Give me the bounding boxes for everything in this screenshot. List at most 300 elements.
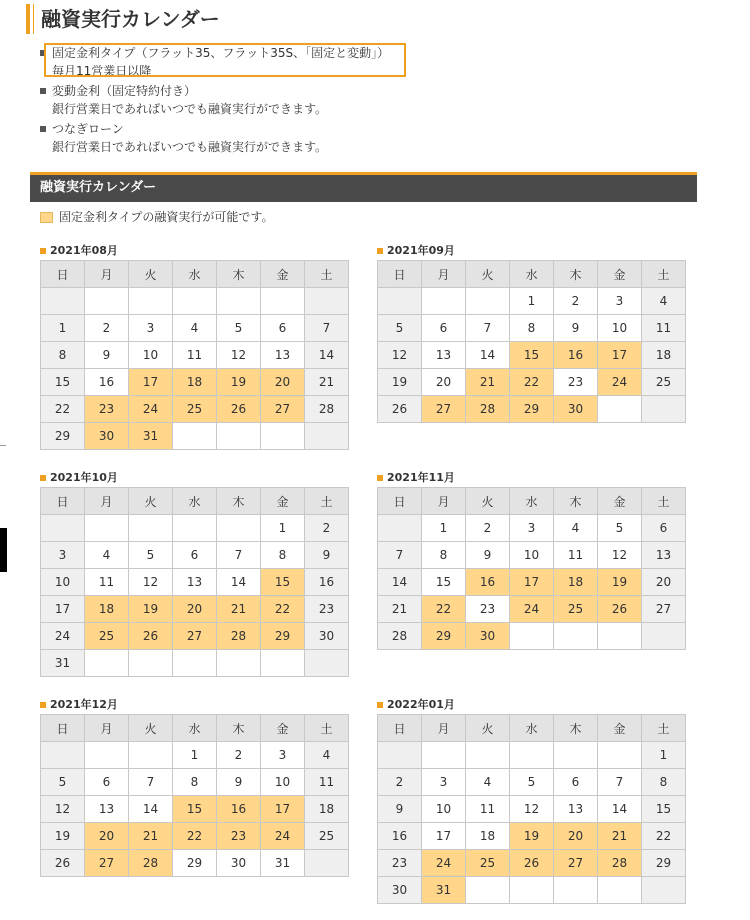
- calendar-table: [377, 487, 686, 650]
- month-label: 2021年12月: [50, 698, 118, 711]
- weekday-header: 火: [466, 715, 510, 742]
- day-cell: 12: [217, 342, 261, 369]
- intro-item-name: つなぎローン: [52, 122, 124, 136]
- day-cell: 17: [598, 342, 642, 369]
- day-cell: 7: [217, 542, 261, 569]
- day-cell: 18: [466, 823, 510, 850]
- day-cell: 6: [173, 542, 217, 569]
- week-row: [41, 396, 349, 423]
- weekday-header: 土: [305, 715, 349, 742]
- day-cell: 6: [85, 769, 129, 796]
- day-cell: 16: [466, 569, 510, 596]
- day-cell: 9: [466, 542, 510, 569]
- weekday-header: 木: [554, 715, 598, 742]
- day-cell: 16: [378, 823, 422, 850]
- day-cell: 13: [261, 342, 305, 369]
- day-cell: 20: [261, 369, 305, 396]
- day-cell: 21: [466, 369, 510, 396]
- day-cell: 20: [554, 823, 598, 850]
- day-cell: 25: [305, 823, 349, 850]
- day-cell: [422, 288, 466, 315]
- month-label: 2021年08月: [50, 244, 118, 257]
- weekday-header: 金: [261, 715, 305, 742]
- day-cell: 23: [554, 369, 598, 396]
- day-cell: 26: [510, 850, 554, 877]
- week-row: [378, 596, 686, 623]
- square-bullet-icon: [377, 475, 383, 481]
- intro-item-desc: 毎月11営業日以降: [52, 64, 152, 78]
- day-cell: [642, 877, 686, 904]
- weekday-header: 水: [173, 488, 217, 515]
- day-cell: 10: [422, 796, 466, 823]
- day-cell: 10: [598, 315, 642, 342]
- day-cell: 28: [129, 850, 173, 877]
- day-cell: 21: [305, 369, 349, 396]
- day-cell: 26: [41, 850, 85, 877]
- legend: [40, 210, 273, 224]
- weekday-header: 金: [261, 488, 305, 515]
- day-cell: 10: [129, 342, 173, 369]
- square-bullet-icon: [40, 475, 46, 481]
- day-cell: 18: [173, 369, 217, 396]
- week-row: [41, 342, 349, 369]
- square-bullet-icon: [40, 248, 46, 254]
- day-cell: [41, 515, 85, 542]
- day-cell: 28: [466, 396, 510, 423]
- day-cell: 12: [378, 342, 422, 369]
- weekday-header: 水: [173, 715, 217, 742]
- day-cell: 15: [261, 569, 305, 596]
- week-row: [378, 369, 686, 396]
- month-title: [377, 696, 686, 714]
- day-cell: 21: [129, 823, 173, 850]
- day-cell: 11: [642, 315, 686, 342]
- month-title: [40, 469, 349, 487]
- week-row: [378, 569, 686, 596]
- day-cell: 19: [510, 823, 554, 850]
- weekday-header: 金: [598, 488, 642, 515]
- day-cell: 16: [217, 796, 261, 823]
- day-cell: 25: [85, 623, 129, 650]
- weekday-header: 土: [305, 261, 349, 288]
- day-cell: 4: [173, 315, 217, 342]
- day-cell: 26: [378, 396, 422, 423]
- day-cell: 6: [261, 315, 305, 342]
- day-cell: 16: [554, 342, 598, 369]
- weekday-header: 日: [378, 715, 422, 742]
- square-bullet-icon: [377, 248, 383, 254]
- day-cell: 9: [217, 769, 261, 796]
- weekday-header: 木: [554, 488, 598, 515]
- day-cell: 9: [554, 315, 598, 342]
- weekday-header: 日: [41, 261, 85, 288]
- week-row: [378, 823, 686, 850]
- day-cell: 23: [305, 596, 349, 623]
- week-row: [41, 542, 349, 569]
- day-cell: 4: [642, 288, 686, 315]
- section-header: 融資実行カレンダー: [30, 172, 697, 202]
- day-cell: 5: [378, 315, 422, 342]
- day-cell: 10: [261, 769, 305, 796]
- day-cell: 13: [554, 796, 598, 823]
- day-cell: 1: [510, 288, 554, 315]
- day-cell: 8: [173, 769, 217, 796]
- day-cell: [85, 650, 129, 677]
- day-cell: [305, 850, 349, 877]
- day-cell: 17: [41, 596, 85, 623]
- week-row: [378, 623, 686, 650]
- day-cell: 30: [305, 623, 349, 650]
- intro-item-name: 固定金利タイプ（フラット35、フラット35S、「固定と変動」）: [52, 46, 390, 60]
- day-cell: [173, 288, 217, 315]
- day-cell: [598, 623, 642, 650]
- day-cell: 13: [173, 569, 217, 596]
- day-cell: [85, 515, 129, 542]
- day-cell: 29: [173, 850, 217, 877]
- month-calendar: [377, 696, 686, 904]
- day-cell: 3: [129, 315, 173, 342]
- day-cell: 13: [422, 342, 466, 369]
- day-cell: 25: [642, 369, 686, 396]
- day-cell: 27: [554, 850, 598, 877]
- day-cell: 5: [598, 515, 642, 542]
- week-row: [41, 769, 349, 796]
- day-cell: [173, 650, 217, 677]
- week-row: [378, 796, 686, 823]
- day-cell: 14: [466, 342, 510, 369]
- day-cell: [554, 877, 598, 904]
- day-cell: [422, 742, 466, 769]
- day-cell: 30: [554, 396, 598, 423]
- weekday-header: 火: [129, 488, 173, 515]
- month-calendar: [40, 696, 349, 877]
- day-cell: 3: [510, 515, 554, 542]
- day-cell: 20: [422, 369, 466, 396]
- day-cell: [642, 396, 686, 423]
- day-cell: 22: [422, 596, 466, 623]
- day-cell: [305, 288, 349, 315]
- day-cell: [41, 288, 85, 315]
- weekday-header: 金: [598, 715, 642, 742]
- weekday-header: 火: [466, 488, 510, 515]
- weekday-header: 水: [510, 261, 554, 288]
- day-cell: 22: [510, 369, 554, 396]
- weekday-header: 月: [85, 715, 129, 742]
- day-cell: 30: [217, 850, 261, 877]
- day-cell: 31: [261, 850, 305, 877]
- day-cell: 16: [305, 569, 349, 596]
- day-cell: 2: [466, 515, 510, 542]
- day-cell: 19: [598, 569, 642, 596]
- intro-list: [40, 44, 720, 158]
- day-cell: 21: [598, 823, 642, 850]
- day-cell: 14: [378, 569, 422, 596]
- day-cell: 31: [129, 423, 173, 450]
- weekday-header: 水: [173, 261, 217, 288]
- day-cell: [129, 742, 173, 769]
- day-cell: 28: [217, 623, 261, 650]
- day-cell: 19: [41, 823, 85, 850]
- day-cell: 8: [422, 542, 466, 569]
- day-cell: [305, 423, 349, 450]
- calendar-table: [377, 714, 686, 904]
- day-cell: 20: [85, 823, 129, 850]
- week-row: [41, 569, 349, 596]
- day-cell: 16: [85, 369, 129, 396]
- week-row: [41, 596, 349, 623]
- calendar-table: [377, 260, 686, 423]
- day-cell: [85, 742, 129, 769]
- square-bullet-icon: [40, 702, 46, 708]
- day-cell: 9: [305, 542, 349, 569]
- day-cell: 15: [642, 796, 686, 823]
- day-cell: 31: [422, 877, 466, 904]
- day-cell: 4: [305, 742, 349, 769]
- day-cell: 8: [41, 342, 85, 369]
- day-cell: 14: [217, 569, 261, 596]
- day-cell: 26: [129, 623, 173, 650]
- page-title: 融資実行カレンダー: [26, 4, 220, 34]
- day-cell: [510, 742, 554, 769]
- day-cell: 30: [378, 877, 422, 904]
- day-cell: 5: [41, 769, 85, 796]
- month-title: [40, 696, 349, 714]
- weekday-header: 火: [129, 261, 173, 288]
- week-row: [378, 288, 686, 315]
- day-cell: 17: [261, 796, 305, 823]
- day-cell: 7: [378, 542, 422, 569]
- week-row: [378, 850, 686, 877]
- day-cell: 3: [422, 769, 466, 796]
- weekday-header: 金: [598, 261, 642, 288]
- week-row: [378, 542, 686, 569]
- day-cell: 24: [261, 823, 305, 850]
- week-row: [378, 877, 686, 904]
- day-cell: 4: [85, 542, 129, 569]
- day-cell: [217, 515, 261, 542]
- weekday-header: 土: [642, 488, 686, 515]
- day-cell: 25: [466, 850, 510, 877]
- day-cell: 6: [554, 769, 598, 796]
- day-cell: 23: [85, 396, 129, 423]
- day-cell: [305, 650, 349, 677]
- day-cell: 18: [554, 569, 598, 596]
- day-cell: 12: [41, 796, 85, 823]
- day-cell: 15: [173, 796, 217, 823]
- day-cell: 2: [85, 315, 129, 342]
- intro-item-name: 変動金利（固定特約付き）: [52, 84, 197, 98]
- weekday-header: 土: [642, 715, 686, 742]
- day-cell: 24: [510, 596, 554, 623]
- weekday-header: 火: [466, 261, 510, 288]
- day-cell: [510, 623, 554, 650]
- day-cell: 25: [554, 596, 598, 623]
- day-cell: 8: [510, 315, 554, 342]
- weekday-header: 月: [85, 488, 129, 515]
- weekday-header: 木: [217, 488, 261, 515]
- day-cell: 18: [305, 796, 349, 823]
- day-cell: 31: [41, 650, 85, 677]
- day-cell: 22: [261, 596, 305, 623]
- day-cell: 8: [261, 542, 305, 569]
- day-cell: 27: [261, 396, 305, 423]
- day-cell: [554, 742, 598, 769]
- week-row: [41, 796, 349, 823]
- weekday-header: 月: [422, 488, 466, 515]
- day-cell: [217, 288, 261, 315]
- calendar-table: [40, 487, 349, 677]
- day-cell: 1: [41, 315, 85, 342]
- day-cell: 20: [642, 569, 686, 596]
- month-calendar: [40, 469, 349, 677]
- day-cell: 15: [422, 569, 466, 596]
- day-cell: 19: [378, 369, 422, 396]
- day-cell: 24: [598, 369, 642, 396]
- calendar-table: [40, 714, 349, 877]
- day-cell: 22: [173, 823, 217, 850]
- intro-item-bridge-loan: [40, 120, 720, 156]
- weekday-header: 木: [217, 261, 261, 288]
- day-cell: [129, 650, 173, 677]
- day-cell: 30: [466, 623, 510, 650]
- day-cell: 5: [217, 315, 261, 342]
- day-cell: 19: [217, 369, 261, 396]
- day-cell: [642, 623, 686, 650]
- day-cell: 4: [554, 515, 598, 542]
- day-cell: [598, 396, 642, 423]
- day-cell: 23: [217, 823, 261, 850]
- square-bullet-icon: [40, 88, 46, 94]
- day-cell: 29: [642, 850, 686, 877]
- weekday-header: 土: [642, 261, 686, 288]
- month-label: 2021年09月: [387, 244, 455, 257]
- day-cell: [173, 515, 217, 542]
- day-cell: 18: [642, 342, 686, 369]
- day-cell: 24: [41, 623, 85, 650]
- day-cell: 12: [598, 542, 642, 569]
- day-cell: 14: [305, 342, 349, 369]
- day-cell: 26: [598, 596, 642, 623]
- month-title: [40, 242, 349, 260]
- day-cell: 29: [510, 396, 554, 423]
- day-cell: 26: [217, 396, 261, 423]
- week-row: [41, 288, 349, 315]
- day-cell: 24: [129, 396, 173, 423]
- day-cell: 29: [422, 623, 466, 650]
- day-cell: 7: [466, 315, 510, 342]
- intro-item-desc: 銀行営業日であればいつでも融資実行ができます。: [52, 102, 328, 116]
- day-cell: 15: [510, 342, 554, 369]
- week-row: [378, 515, 686, 542]
- day-cell: [598, 742, 642, 769]
- day-cell: [598, 877, 642, 904]
- day-cell: 30: [85, 423, 129, 450]
- day-cell: [173, 423, 217, 450]
- week-row: [41, 515, 349, 542]
- day-cell: 27: [422, 396, 466, 423]
- intro-item-variable-rate: [40, 82, 720, 118]
- week-row: [378, 769, 686, 796]
- weekday-header: 火: [129, 715, 173, 742]
- day-cell: [129, 288, 173, 315]
- day-cell: 9: [378, 796, 422, 823]
- day-cell: [217, 650, 261, 677]
- week-row: [41, 623, 349, 650]
- square-bullet-icon: [40, 126, 46, 132]
- day-cell: 11: [305, 769, 349, 796]
- day-cell: 19: [129, 596, 173, 623]
- square-bullet-icon: [40, 50, 46, 56]
- day-cell: [554, 623, 598, 650]
- day-cell: 5: [129, 542, 173, 569]
- intro-item-desc: 銀行営業日であればいつでも融資実行ができます。: [52, 140, 328, 154]
- weekday-header: 日: [41, 488, 85, 515]
- day-cell: 11: [85, 569, 129, 596]
- day-cell: [41, 742, 85, 769]
- day-cell: 13: [85, 796, 129, 823]
- edge-marker: [0, 528, 7, 572]
- day-cell: 17: [129, 369, 173, 396]
- weekday-header: 月: [422, 715, 466, 742]
- weekday-header: 木: [217, 715, 261, 742]
- day-cell: 12: [129, 569, 173, 596]
- weekday-header: 土: [305, 488, 349, 515]
- day-cell: 27: [85, 850, 129, 877]
- week-row: [378, 742, 686, 769]
- day-cell: 15: [41, 369, 85, 396]
- calendar-table: [40, 260, 349, 450]
- day-cell: [466, 877, 510, 904]
- weekday-header: 日: [378, 488, 422, 515]
- day-cell: 5: [510, 769, 554, 796]
- week-row: [41, 369, 349, 396]
- day-cell: [261, 423, 305, 450]
- day-cell: 8: [642, 769, 686, 796]
- day-cell: 11: [466, 796, 510, 823]
- day-cell: 10: [510, 542, 554, 569]
- day-cell: 21: [378, 596, 422, 623]
- weekday-header: 木: [554, 261, 598, 288]
- day-cell: 7: [129, 769, 173, 796]
- day-cell: 4: [466, 769, 510, 796]
- weekday-header: 月: [85, 261, 129, 288]
- day-cell: [261, 650, 305, 677]
- day-cell: 3: [598, 288, 642, 315]
- day-cell: 2: [305, 515, 349, 542]
- day-cell: 3: [41, 542, 85, 569]
- week-row: [41, 423, 349, 450]
- week-row: [378, 342, 686, 369]
- month-label: 2021年10月: [50, 471, 118, 484]
- day-cell: 6: [422, 315, 466, 342]
- edge-tick: [0, 445, 6, 446]
- day-cell: [466, 742, 510, 769]
- day-cell: [85, 288, 129, 315]
- day-cell: 24: [422, 850, 466, 877]
- day-cell: [378, 515, 422, 542]
- day-cell: 9: [85, 342, 129, 369]
- day-cell: 1: [261, 515, 305, 542]
- day-cell: 6: [642, 515, 686, 542]
- day-cell: [378, 742, 422, 769]
- week-row: [41, 315, 349, 342]
- day-cell: 28: [598, 850, 642, 877]
- legend-text: 固定金利タイプの融資実行が可能です。: [59, 210, 274, 224]
- month-title: [377, 242, 686, 260]
- day-cell: 1: [422, 515, 466, 542]
- week-row: [378, 396, 686, 423]
- weekday-header: 月: [422, 261, 466, 288]
